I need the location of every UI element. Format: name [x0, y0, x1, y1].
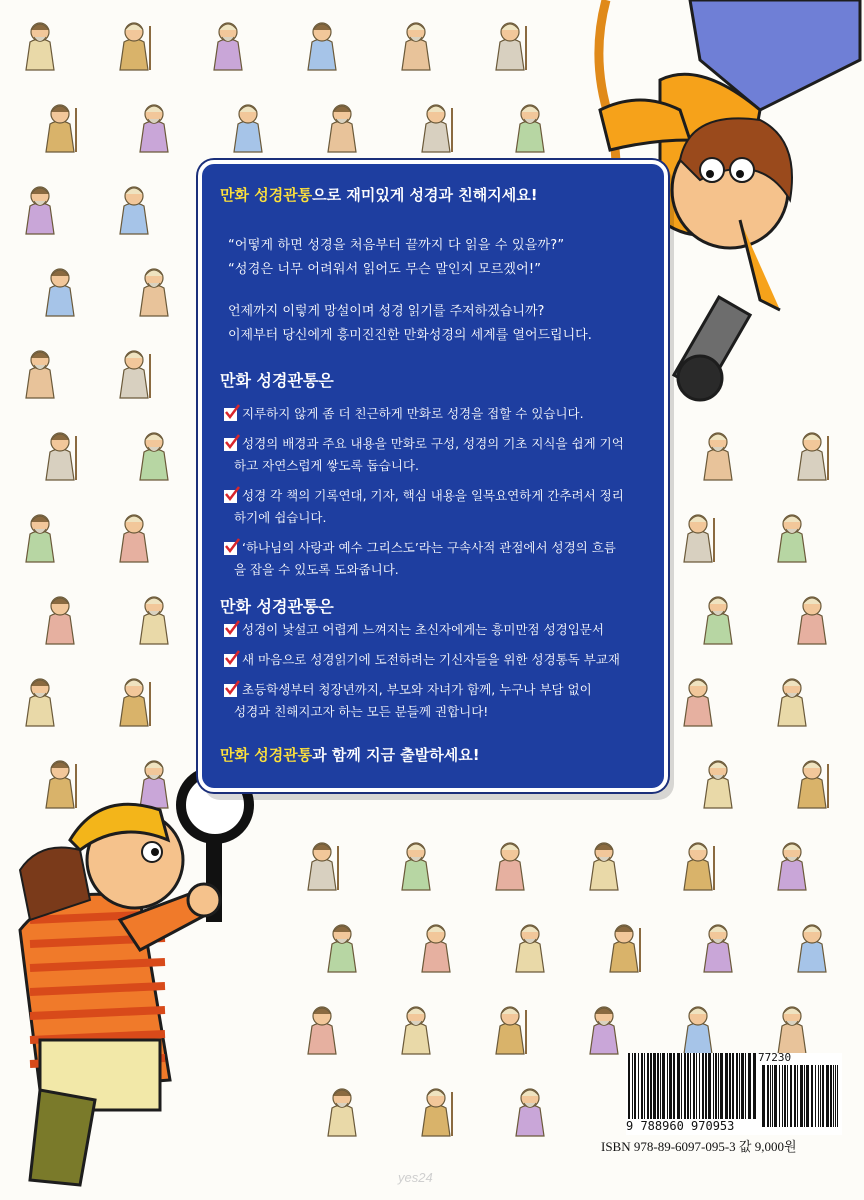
- bible-figure-icon: [26, 187, 54, 234]
- barcode-bar: [653, 1053, 656, 1119]
- bible-figure-icon: [798, 433, 828, 480]
- barcode-bar: [784, 1065, 786, 1127]
- bible-figure-icon: [516, 925, 544, 972]
- barcode-bar: [822, 1065, 824, 1127]
- barcode-bar: [638, 1053, 639, 1119]
- barcode-bar: [684, 1053, 686, 1119]
- barcode-bar: [806, 1065, 809, 1127]
- panel-headline: 만화 성경관통으로 재미있게 성경과 친해지세요!: [220, 186, 538, 204]
- barcode-bar: [826, 1065, 829, 1127]
- list-item-text: 초등학생부터 청장년까지, 부모와 자녀가 함께, 누구나 부담 없이: [242, 682, 592, 697]
- bible-figure-icon: [46, 105, 76, 152]
- barcode-bar: [770, 1065, 771, 1127]
- section1-title: 만화 성경관통은: [220, 371, 334, 390]
- bible-figure-icon: [140, 269, 168, 316]
- barcode-bar: [725, 1053, 728, 1119]
- bible-figure-icon: [684, 1007, 712, 1054]
- watermark: yes24: [398, 1170, 433, 1185]
- barcode-bar: [662, 1053, 665, 1119]
- barcode-digits: 9 788960 970953: [626, 1119, 735, 1133]
- list-item-text: 하기에 쉽습니다.: [234, 510, 327, 525]
- list-item-text: 성경이 낯설고 어렵게 느껴지는 초신자에게는 흥미만점 성경입문서: [242, 622, 604, 637]
- checkbox-icon: [224, 490, 237, 503]
- quote-line: “어떻게 하면 성경을 처음부터 끝까지 다 읽을 수 있을까?”: [228, 238, 565, 253]
- magnifier-boy-character: [20, 771, 249, 1185]
- bible-figure-icon: [610, 925, 640, 972]
- barcode-bar: [669, 1053, 672, 1119]
- barcode-bar: [632, 1053, 633, 1119]
- barcode-bar: [741, 1053, 744, 1119]
- bible-figure-icon: [516, 1089, 544, 1136]
- list-item-text: 지루하지 않게 좀 더 친근하게 만화로 성경을 접할 수 있습니다.: [242, 406, 584, 421]
- barcode-bar: [767, 1065, 769, 1127]
- barcode-bar: [702, 1053, 704, 1119]
- bible-figure-icon: [328, 105, 356, 152]
- barcode-bar: [708, 1053, 711, 1119]
- bible-figure-icon: [402, 1007, 430, 1054]
- barcode-bar: [820, 1065, 821, 1127]
- barcode-bar: [650, 1053, 652, 1119]
- bible-figure-icon: [684, 515, 714, 562]
- bible-figure-icon: [798, 925, 826, 972]
- barcode-bar: [830, 1065, 832, 1127]
- list-item-text: ‘하나님의 사랑과 예수 그리스도’라는 구속사적 관점에서 성경의 흐름: [242, 540, 616, 555]
- barcode-bar: [681, 1053, 682, 1119]
- bible-figure-icon: [704, 433, 732, 480]
- bible-figure-icon: [120, 515, 148, 562]
- bible-figure-icon: [422, 1089, 452, 1136]
- checkbox-icon: [224, 624, 237, 637]
- barcode-bar: [729, 1053, 731, 1119]
- barcode-bar: [732, 1053, 734, 1119]
- bible-figure-icon: [422, 925, 450, 972]
- barcode-bar: [696, 1053, 697, 1119]
- quote-line: “성경은 너무 어려워서 읽어도 무슨 말인지 모르겠어!”: [228, 262, 542, 277]
- bible-figure-icon: [798, 761, 828, 808]
- bible-figure-icon: [590, 1007, 618, 1054]
- barcode-bar: [835, 1065, 836, 1127]
- barcode-bar: [794, 1065, 796, 1127]
- barcode-bar: [787, 1065, 788, 1127]
- list-item-text: 을 잡을 수 있도록 도와줍니다.: [234, 562, 399, 577]
- intro-line: 이제부터 당신에게 흥미진진한 만화성경의 세계를 열어드립니다.: [228, 328, 592, 343]
- checkbox-icon: [224, 408, 237, 421]
- bible-figure-icon: [26, 351, 54, 398]
- bible-figure-icon: [308, 843, 338, 890]
- barcode-bar: [837, 1065, 838, 1127]
- bible-figure-icon: [46, 433, 76, 480]
- list-item-text: 성경과 친해지고자 하는 모든 분들께 권합니다!: [234, 704, 489, 719]
- barcode-bar: [641, 1053, 643, 1119]
- barcode-bar: [739, 1053, 740, 1119]
- bible-figure-icon: [214, 23, 242, 70]
- checkbox-icon: [224, 542, 237, 555]
- barcode-bar: [748, 1053, 751, 1119]
- bible-figure-icon: [402, 843, 430, 890]
- barcode-bar: [647, 1053, 649, 1119]
- barcode-bar: [644, 1053, 645, 1119]
- list-item-text: 성경 각 책의 기록연대, 기자, 핵심 내용을 일목요연하게 간추려서 정리: [242, 488, 624, 503]
- bible-figure-icon: [704, 761, 732, 808]
- barcode-bar: [815, 1065, 816, 1127]
- bible-figure-icon: [778, 515, 806, 562]
- barcode-bar: [782, 1065, 783, 1127]
- bible-figure-icon: [684, 679, 712, 726]
- barcode-bar: [713, 1053, 714, 1119]
- bible-figure-icon: [704, 925, 732, 972]
- barcode-bar: [753, 1053, 756, 1119]
- barcode-addon-number: 77230: [758, 1051, 792, 1064]
- barcode-bar: [736, 1053, 738, 1119]
- barcode-bar: [762, 1065, 765, 1127]
- bible-figure-icon: [778, 679, 806, 726]
- barcode-bar: [657, 1053, 659, 1119]
- barcode-bar: [687, 1053, 689, 1119]
- closing-line: 만화 성경관통과 함께 지금 출발하세요!: [220, 746, 480, 764]
- barcode-bar: [797, 1065, 798, 1127]
- barcode-bar: [818, 1065, 819, 1127]
- barcode-bar: [804, 1065, 805, 1127]
- bible-figure-icon: [120, 23, 150, 70]
- barcode-bar: [693, 1053, 695, 1119]
- bible-figure-icon: [234, 105, 262, 152]
- bible-figure-icon: [496, 843, 524, 890]
- barcode-bar: [779, 1065, 780, 1127]
- barcode-bar: [673, 1053, 675, 1119]
- bible-figure-icon: [140, 105, 168, 152]
- bible-figure-icon: [496, 1007, 526, 1054]
- intro-line: 언제까지 이렇게 망설이며 성경 읽기를 주저하겠습니까?: [228, 304, 545, 319]
- bible-figure-icon: [46, 269, 74, 316]
- bible-figure-icon: [402, 23, 430, 70]
- bible-figure-icon: [328, 1089, 356, 1136]
- barcode: [626, 1053, 842, 1135]
- list-item-text: 하고 자연스럽게 쌓도록 돕습니다.: [234, 458, 419, 473]
- bible-figure-icon: [778, 1007, 806, 1054]
- barcode-bar: [774, 1065, 777, 1127]
- bible-figure-icon: [120, 187, 148, 234]
- checkbox-icon: [224, 654, 237, 667]
- bible-figure-icon: [140, 433, 168, 480]
- barcode-bar: [772, 1065, 773, 1127]
- barcode-bar: [660, 1053, 661, 1119]
- bible-figure-icon: [684, 843, 714, 890]
- bible-figure-icon: [26, 679, 54, 726]
- bible-figure-icon: [590, 843, 618, 890]
- barcode-bar: [718, 1053, 719, 1119]
- barcode-bar: [800, 1065, 803, 1127]
- barcode-bar: [705, 1053, 707, 1119]
- bible-figure-icon: [120, 351, 150, 398]
- bible-figure-icon: [704, 597, 732, 644]
- description-panel: [198, 160, 668, 792]
- bible-figure-icon: [46, 597, 74, 644]
- bible-figure-icon: [140, 761, 168, 808]
- bible-figure-icon: [516, 105, 544, 152]
- barcode-bar: [628, 1053, 630, 1119]
- bible-figure-icon: [308, 1007, 336, 1054]
- checkbox-icon: [224, 684, 237, 697]
- barcode-bar: [811, 1065, 813, 1127]
- bible-figure-icon: [26, 515, 54, 562]
- bible-figure-icon: [120, 679, 150, 726]
- isbn-price: ISBN 978-89-6097-095-3 값 9,000원: [601, 1139, 797, 1154]
- list-item-text: 새 마음으로 성경읽기에 도전하려는 기신자들을 위한 성경통독 부교재: [242, 652, 620, 667]
- bible-figure-icon: [328, 925, 356, 972]
- barcode-bar: [690, 1053, 691, 1119]
- barcode-bar: [745, 1053, 746, 1119]
- bible-figure-icon: [46, 761, 76, 808]
- bible-figure-icon: [496, 23, 526, 70]
- bible-figure-icon: [140, 597, 168, 644]
- barcode-bar: [667, 1053, 668, 1119]
- bible-figure-icon: [778, 843, 806, 890]
- bible-figure-icon: [798, 597, 826, 644]
- barcode-bar: [699, 1053, 700, 1119]
- barcode-bar: [833, 1065, 834, 1127]
- barcode-bar: [715, 1053, 717, 1119]
- bible-figure-icon: [26, 23, 54, 70]
- checkbox-icon: [224, 438, 237, 451]
- bible-figure-icon: [308, 23, 336, 70]
- barcode-bar: [677, 1053, 680, 1119]
- barcode-bar: [790, 1065, 792, 1127]
- bible-figure-icon: [422, 105, 452, 152]
- list-item-text: 성경의 배경과 주요 내용을 만화로 구성, 성경의 기초 지식을 쉽게 기억: [242, 436, 624, 451]
- barcode-bar: [720, 1053, 723, 1119]
- section2-title: 만화 성경관통은: [220, 597, 334, 616]
- barcode-bar: [634, 1053, 636, 1119]
